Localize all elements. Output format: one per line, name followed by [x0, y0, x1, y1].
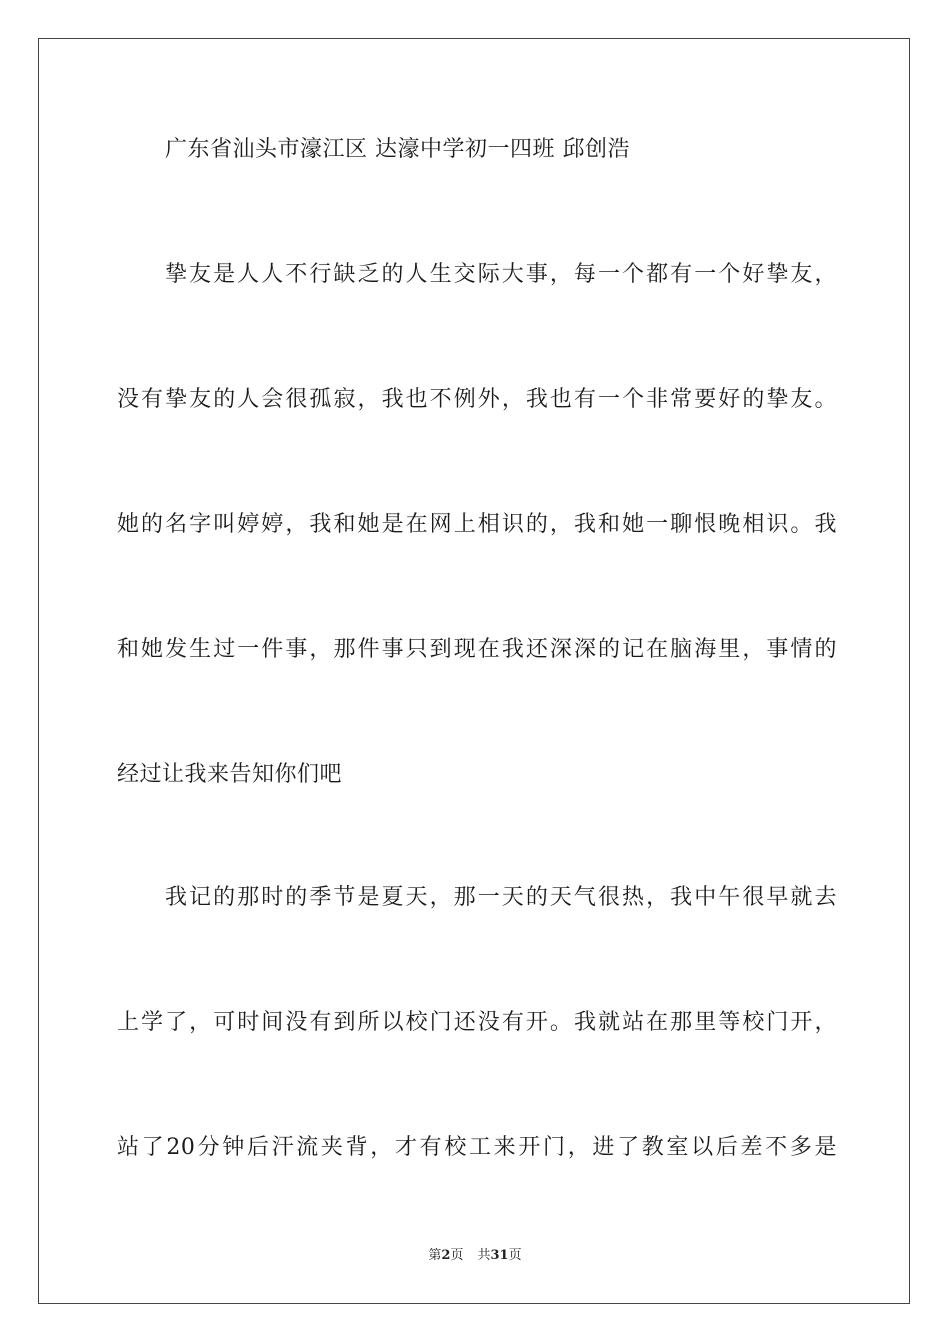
paragraph-line: 经过让我来告知你们吧 [117, 762, 343, 787]
page-total: 31 [490, 1248, 509, 1263]
total-unit: 页 [508, 1248, 522, 1263]
paragraph-line: 挚友是人人不行缺乏的人生交际大事，每一个都有一个好挚友， [165, 262, 837, 287]
paragraph-line: 她的名字叫婷婷，我和她是在网上相识的，我和她一聊恨晚相识。我 [117, 512, 837, 537]
paragraph-line: 站了20分钟后汗流夹背，才有校工来开门，进了教室以后差不多是 [117, 1135, 837, 1160]
paragraph-line: 上学了，可时间没有到所以校门还没有开。我就站在那里等校门开， [117, 1010, 837, 1035]
author-line: 广东省汕头市濠江区 达濠中学初一四班 邱创浩 [165, 137, 630, 162]
page-footer [0, 1247, 950, 1265]
page-border [38, 38, 910, 1304]
paragraph-line: 和她发生过一件事，那件事只到现在我还深深的记在脑海里，事情的 [117, 637, 837, 662]
page-unit: 页 [450, 1248, 464, 1263]
paragraph-line: 没有挚友的人会很孤寂，我也不例外，我也有一个非常要好的挚友。 [117, 387, 837, 412]
paragraph-line: 我记的那时的季节是夏天，那一天的天气很热，我中午很早就去 [165, 885, 837, 910]
page-current: 2 [441, 1248, 451, 1263]
total-prefix: 共 [477, 1248, 491, 1263]
page-prefix: 第 [428, 1248, 442, 1263]
